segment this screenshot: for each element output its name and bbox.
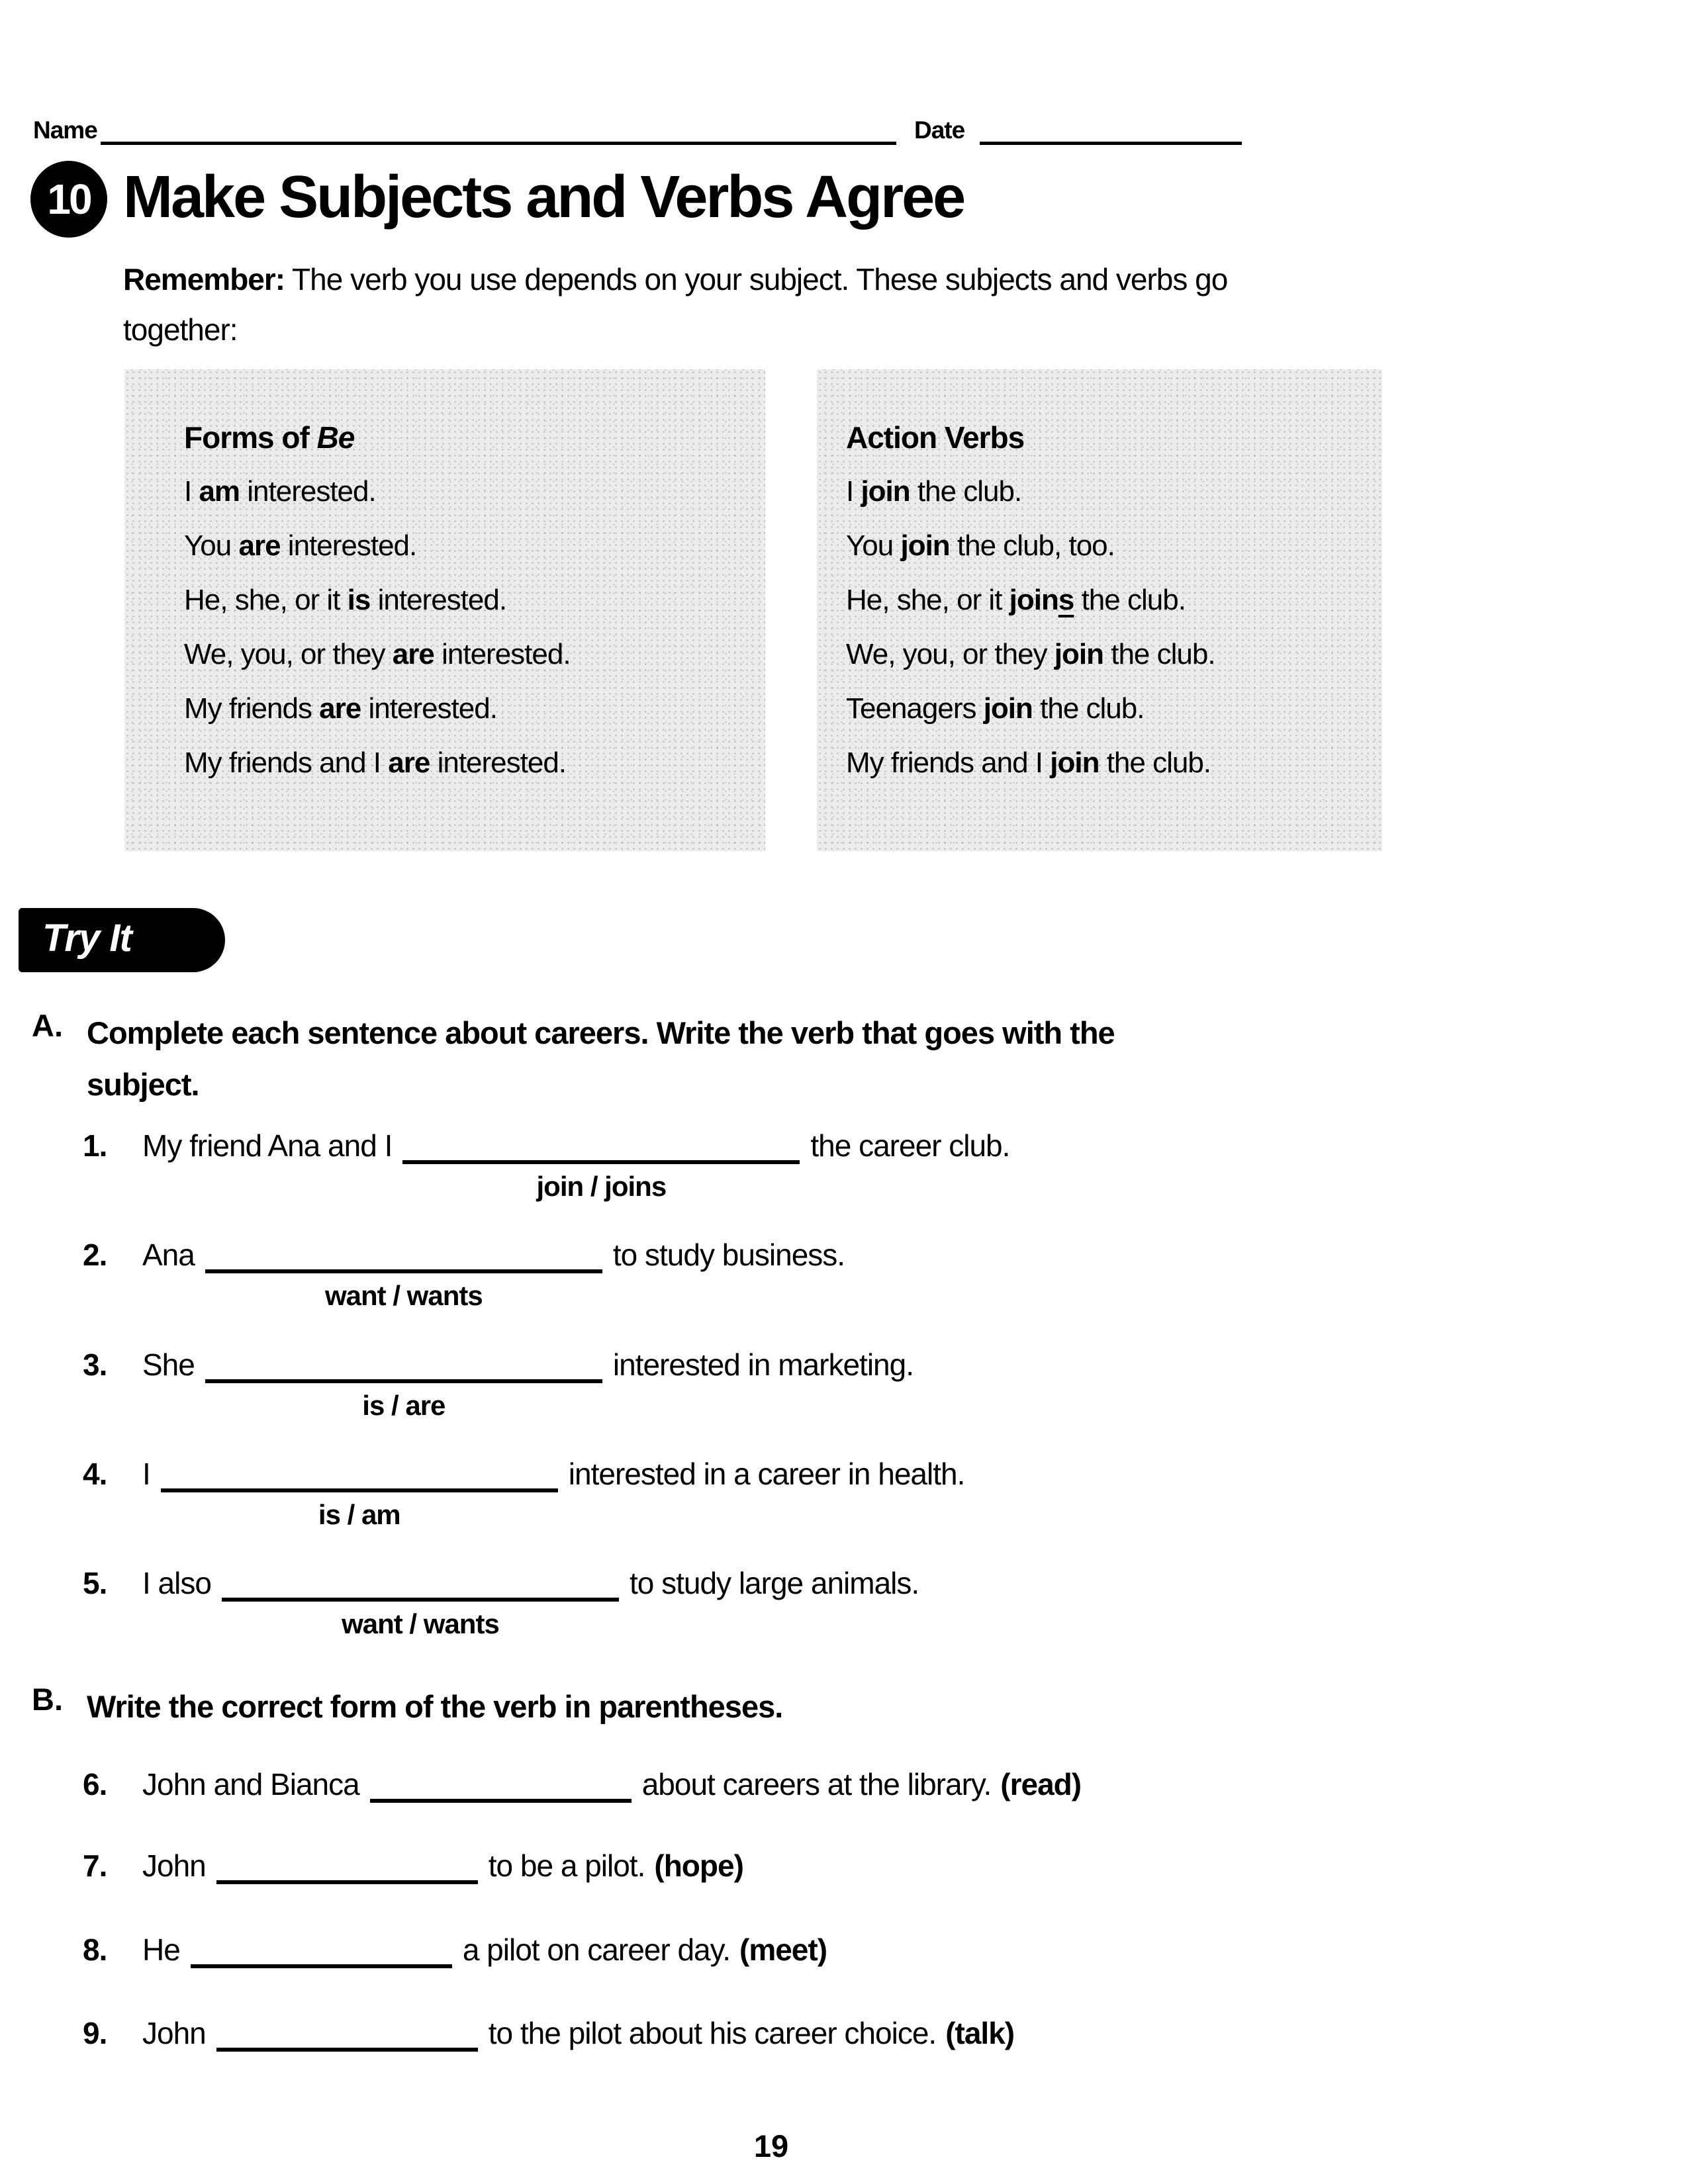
sentence-end: about careers at the library. — [641, 1767, 992, 1801]
sentence-start: He — [142, 1933, 180, 1967]
verb-in-parentheses: (meet) — [739, 1933, 827, 1967]
lesson-number-badge: 10 — [30, 161, 107, 238]
date-write-line[interactable] — [980, 142, 1242, 145]
item-number: 2. — [83, 1238, 107, 1272]
item-number: 1. — [83, 1128, 107, 1163]
section-b-instructions: Write the correct form of the verb in parentheses. — [87, 1689, 783, 1724]
answer-blank[interactable] — [205, 1269, 602, 1311]
sentence-start: I — [142, 1457, 150, 1491]
sentence-end: interested in a career in health. — [568, 1457, 965, 1491]
verb-choices-label: is / are — [362, 1390, 445, 1421]
item-number: 3. — [83, 1347, 107, 1382]
exercise-item-4 — [83, 1456, 965, 1530]
try-it-badge: Try It — [19, 908, 225, 972]
exercise-item-6 — [83, 1766, 1081, 1803]
forms-of-be-heading: Forms of Be — [184, 420, 355, 455]
exercise-item-1 — [83, 1128, 1010, 1202]
sentence-end: to study large animals. — [629, 1566, 919, 1600]
verb-example-line: You join the club, too. — [846, 529, 1115, 562]
answer-blank[interactable] — [370, 1799, 632, 1803]
item-number: 9. — [83, 2016, 107, 2050]
sentence-start: My friend Ana and I — [142, 1128, 393, 1163]
exercise-item-3 — [83, 1347, 914, 1421]
answer-blank[interactable] — [222, 1598, 619, 1639]
verb-in-parentheses: (talk) — [945, 2016, 1015, 2050]
item-number: 7. — [83, 1848, 107, 1883]
verb-choices-label: want / wants — [325, 1280, 483, 1311]
sentence-end: to the pilot about his career choice. — [488, 2016, 937, 2050]
action-verbs-panel — [817, 369, 1382, 851]
verb-example-line: Teenagers join the club. — [846, 692, 1145, 725]
sentence-end: to study business. — [612, 1238, 845, 1272]
verb-choices-label: join / joins — [536, 1171, 667, 1202]
answer-blank[interactable] — [216, 2048, 478, 2052]
remember-text: The verb you use depends on your subject. These subjects and verbs go together: — [123, 262, 1228, 347]
be-example-line: He, she, or it is interested. — [184, 584, 507, 616]
date-label: Date — [914, 116, 965, 144]
be-example-line: My friends and I are interested. — [184, 747, 567, 779]
exercise-item-2 — [83, 1237, 845, 1311]
sentence-end: a pilot on career day. — [462, 1933, 730, 1967]
action-verbs-heading: Action Verbs — [846, 420, 1025, 455]
sentence-start: John and Bianca — [142, 1767, 359, 1801]
sentence-end: the career club. — [810, 1128, 1010, 1163]
sentence-start: John — [142, 2016, 206, 2050]
exercise-item-7 — [83, 1848, 743, 1884]
answer-blank[interactable] — [161, 1488, 558, 1530]
verb-in-parentheses: (hope) — [654, 1848, 743, 1883]
item-number: 4. — [83, 1457, 107, 1491]
exercise-item-9 — [83, 2015, 1014, 2052]
item-number: 5. — [83, 1566, 107, 1600]
sentence-start: She — [142, 1347, 195, 1382]
section-a-instructions: Complete each sentence about careers. Write the verb that goes with the subject. — [87, 1015, 1115, 1102]
answer-blank[interactable] — [216, 1880, 478, 1884]
exercise-item-8 — [83, 1932, 827, 1968]
verb-example-line: We, you, or they join the club. — [846, 638, 1215, 670]
section-b-letter: B. — [32, 1682, 63, 1717]
section-a-letter: A. — [32, 1008, 63, 1043]
page-number: 19 — [753, 2128, 789, 2163]
verb-choices-label: is / am — [318, 1499, 400, 1530]
name-write-line[interactable] — [101, 142, 896, 145]
item-number: 6. — [83, 1767, 107, 1801]
be-example-line: You are interested. — [184, 529, 417, 562]
sentence-end: to be a pilot. — [488, 1848, 645, 1883]
exercise-item-5 — [83, 1565, 919, 1639]
forms-of-be-panel — [124, 369, 765, 851]
sentence-start: John — [142, 1848, 206, 1883]
sentence-start: Ana — [142, 1238, 195, 1272]
be-example-line: My friends are interested. — [184, 692, 497, 725]
name-label: Name — [33, 116, 97, 144]
answer-blank[interactable] — [402, 1160, 800, 1202]
verb-example-line: My friends and I join the club. — [846, 747, 1211, 779]
remember-paragraph — [123, 254, 1248, 355]
verb-example-line: I join the club. — [846, 475, 1022, 508]
be-example-line: We, you, or they are interested. — [184, 638, 571, 670]
page-title: Make Subjects and Verbs Agree — [123, 164, 964, 230]
answer-blank[interactable] — [205, 1379, 602, 1421]
item-number: 8. — [83, 1933, 107, 1967]
sentence-start: I also — [142, 1566, 211, 1600]
sentence-end: interested in marketing. — [612, 1347, 914, 1382]
remember-label: Remember: — [123, 262, 285, 296]
answer-blank[interactable] — [191, 1964, 452, 1968]
verb-in-parentheses: (read) — [1000, 1767, 1082, 1801]
verb-choices-label: want / wants — [342, 1608, 499, 1639]
be-example-line: I am interested. — [184, 475, 376, 508]
verb-example-line: He, she, or it joins the club. — [846, 584, 1186, 616]
